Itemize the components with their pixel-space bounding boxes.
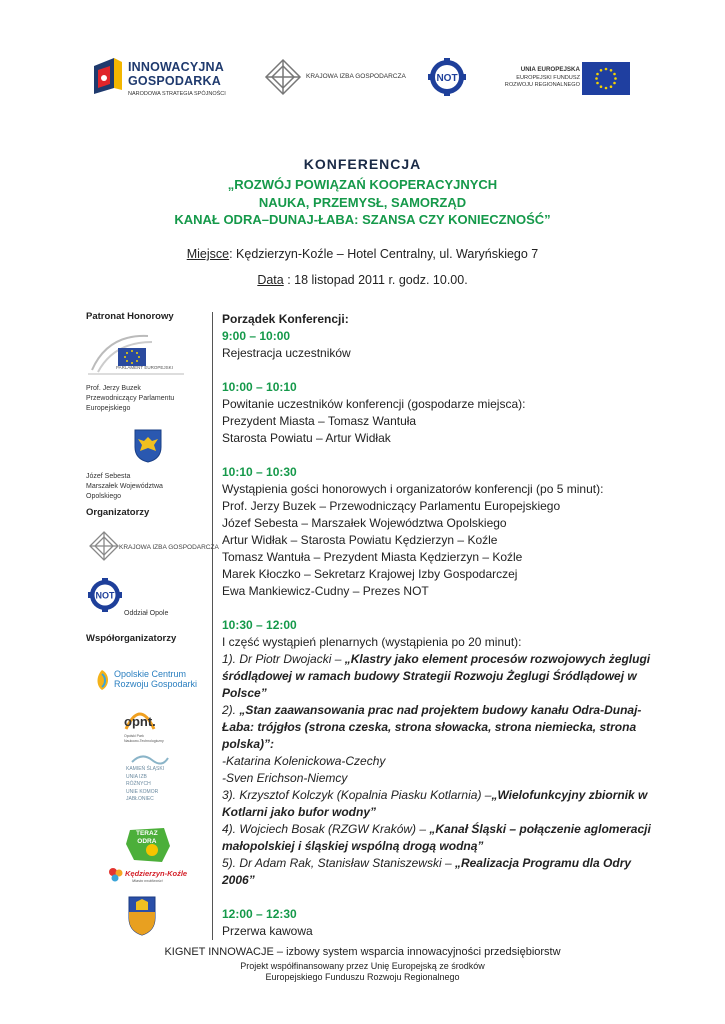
talk-title: „Stan zaawansowania prac nad projektem budowy kanału Odra-Dunaj-Łaba: trójgłos (strona czeska, strona słowacka, strona niemiecka, strona polska)”: [222,703,642,751]
teraz-odra-logo [124,826,172,864]
ue-logo [494,60,634,100]
agenda-time: 12:00 – 12:30 [222,907,297,921]
organizatorzy-label: Organizatorzy [86,507,150,518]
ue-line3: ROZWOJU REGIONALNEGO [504,82,580,88]
place-line [0,247,725,261]
ue-line1: UNIA EUROPEJSKA [520,66,580,73]
agenda-block-registration [222,328,662,362]
agenda-line: Tomasz Wantuła – Prezydent Miasta Kędzierzyn – Koźle [222,550,523,564]
kk-subtitle: Miasto możliwości [132,879,163,883]
coat-of-arms-icon [134,429,162,463]
speaker: 1). Dr Piotr Dwojacki – [222,652,345,666]
agenda-line: Przerwa kawowa [222,924,313,938]
teraz-odra-text: TERAZ ODRA [136,830,158,845]
opnt-name: opnt. [124,714,156,729]
oddzial-caption: Oddział Opole [124,610,169,617]
opolskie-coat-of-arms [134,429,162,468]
eu-flag-icon [582,62,630,95]
page-title: KONFERENCJA [303,156,422,172]
opnt-logo [118,703,178,749]
kk-coat-of-arms [128,896,156,941]
ocrg-swirl-icon [92,668,112,692]
agenda-time: 10:30 – 12:00 [222,618,297,632]
agenda-block-coffee [222,906,662,940]
agenda-time: 9:00 – 10:00 [222,329,291,343]
innowacyjna-subtitle: NARODOWA STRATEGIA SPÓJNOŚCI [128,91,226,97]
kig-logo [264,58,414,98]
kamien-logo [116,752,176,822]
agenda-block-guests [222,464,662,600]
agenda-line: I część wystąpień plenarnych (wystąpienia po 20 minut): [222,635,522,649]
kig-organizer-logo [88,530,219,566]
presentation-1 [222,651,662,702]
footer-note [0,961,725,983]
kamien-text: KAMIEŃ ŚLĄSKI UNIA IZB RÓŻNYCH UNIE KOMOR JABŁONIEC [126,766,165,802]
not-text: NOT [436,73,458,84]
date-label: Data [257,273,284,287]
agenda-line: Powitanie uczestników konferencji (gospodarze miejsca): [222,397,526,411]
european-parliament-icon [88,326,184,378]
kk-name: Kędzierzyn-Koźle [125,869,188,878]
innowacyjna-gospodarka-icon [92,58,124,98]
talk-title: „Wielofunkcyjny zbiornik w Kotlarni jako bufor wodny” [222,788,648,819]
coat-of-arms-icon [128,896,156,936]
ue-line2: EUROPEJSKI FUNDUSZ [516,74,580,81]
kk-logo [108,865,192,887]
footer-line: Projekt współfinansowany przez Unię Europejską ze środków [240,961,485,971]
wspolorganizatorzy-label: Współorganizatorzy [86,633,177,644]
agenda-time: 10:10 – 10:30 [222,465,297,479]
speaker-line: -Sven Erichson-Niemcy [222,771,348,785]
kk-dots-icon [108,867,124,883]
column-divider [212,312,213,940]
ocrg-logo [92,668,202,694]
talk-title: „Kanał Śląski – połączenie aglomeracji małopolskiej i śląskiej wspólną drogą wodną” [222,822,651,853]
kig-emblem-icon [88,530,120,562]
speaker: 4). Wojciech Bosak (RZGW Kraków) – [222,822,430,836]
speaker: 2). [222,703,240,717]
kig-organizer-text: KRAJOWA IZBA GOSPODARCZA [119,544,219,551]
talk-title: „Klastry jako element procesów rozwojowych żeglugi śródlądowej w ramach budowy Strategii Rozwoju Żeglugi Śródlądowej w Polsce” [222,652,651,700]
ocrg-text: Opolskie Centrum Rozwoju Gospodarki [114,669,198,689]
speaker-line: -Katarina Kolenickowa-Czechy [222,754,386,768]
footer-title: KIGNET INNOWACJE – izbowy system wsparcia innowacyjności przedsiębiorstw [164,946,561,958]
speaker: 5). Dr Adam Rak, Stanisław Staniszewski – [222,856,455,870]
innowacyjna-gospodarka-logo [92,58,242,110]
place-value: : Kędzierzyn-Koźle – Hotel Centralny, ul. Waryńskiego 7 [229,247,539,261]
agenda-line: Prof. Jerzy Buzek – Przewodniczący Parlamentu Europejskiego [222,499,561,513]
agenda-heading: Porządek Konferencji: [222,312,349,326]
agenda-line: Starosta Powiatu – Artur Widłak [222,431,391,445]
agenda-line: Józef Sebesta – Marszałek Województwa Opolskiego [222,516,507,530]
talk-title: „Realizacja Programu dla Odry 2006” [222,856,632,887]
date-value: : 18 listopad 2011 r. godz. 10.00. [283,273,468,287]
agenda-line: Rejestracja uczestników [222,346,351,360]
presentation-3 [222,787,662,821]
patronat-label: Patronat Honorowy [86,311,174,322]
speaker: 3). Krzysztof Kolczyk (Kopalnia Piasku Kotlarnia) – [222,788,492,802]
kamien-wave-icon [130,752,170,766]
agenda-time: 10:00 – 10:10 [222,380,297,394]
agenda-line: Marek Kłoczko – Sekretarz Krajowej Izby Gospodarczej [222,567,518,581]
parliament-logo [88,326,184,378]
not-organizer-text: NOT [95,590,115,601]
presentation-2 [222,702,662,753]
not-organizer-logo [88,578,122,617]
buzek-caption: Prof. Jerzy Buzek Przewodniczący Parlamentu Europejskiego [86,385,175,412]
footer-line: Europejskiego Funduszu Rozwoju Regionalnego [265,972,460,982]
not-gear-icon [88,578,122,612]
innowacyjna-title: INNOWACYJNA GOSPODARKA [128,60,224,88]
opnt-subtitle: Opolski Park Naukowo-Technologiczny [124,734,164,743]
kig-text: KRAJOWA IZBA GOSPODARCZA [306,73,406,80]
place-label: Miejsce [186,247,230,261]
agenda-block-plenary [222,617,662,889]
conference-subtitle: „ROZWÓJ POWIĄZAŃ KOOPERACYJNYCH NAUKA, PRZEMYSŁ, SAMORZĄD KANAŁ ODRA–DUNAJ-ŁABA: SZANSA CZY KONIECZNOŚĆ” [174,177,551,227]
not-gear-icon [428,58,466,96]
agenda-line: Prezydent Miasta – Tomasz Wantuła [222,414,417,428]
sebesta-caption: Józef Sebesta Marszałek Województwa Opolskiego [86,473,163,500]
not-logo [428,58,466,96]
agenda-line: Wystąpienia gości honorowych i organizatorów konferencji (po 5 minut): [222,482,604,496]
parliament-caption: PARLAMENT EUROPEJSKI [116,365,173,370]
presentation-5 [222,855,662,889]
agenda-line: Ewa Mankiewicz-Cudny – Prezes NOT [222,584,429,598]
agenda [222,311,662,957]
kig-emblem-icon [264,58,302,96]
agenda-block-welcome [222,379,662,447]
presentation-4 [222,821,662,855]
date-line [0,273,725,287]
agenda-line: Artur Widłak – Starosta Powiatu Kędzierzyn – Koźle [222,533,498,547]
